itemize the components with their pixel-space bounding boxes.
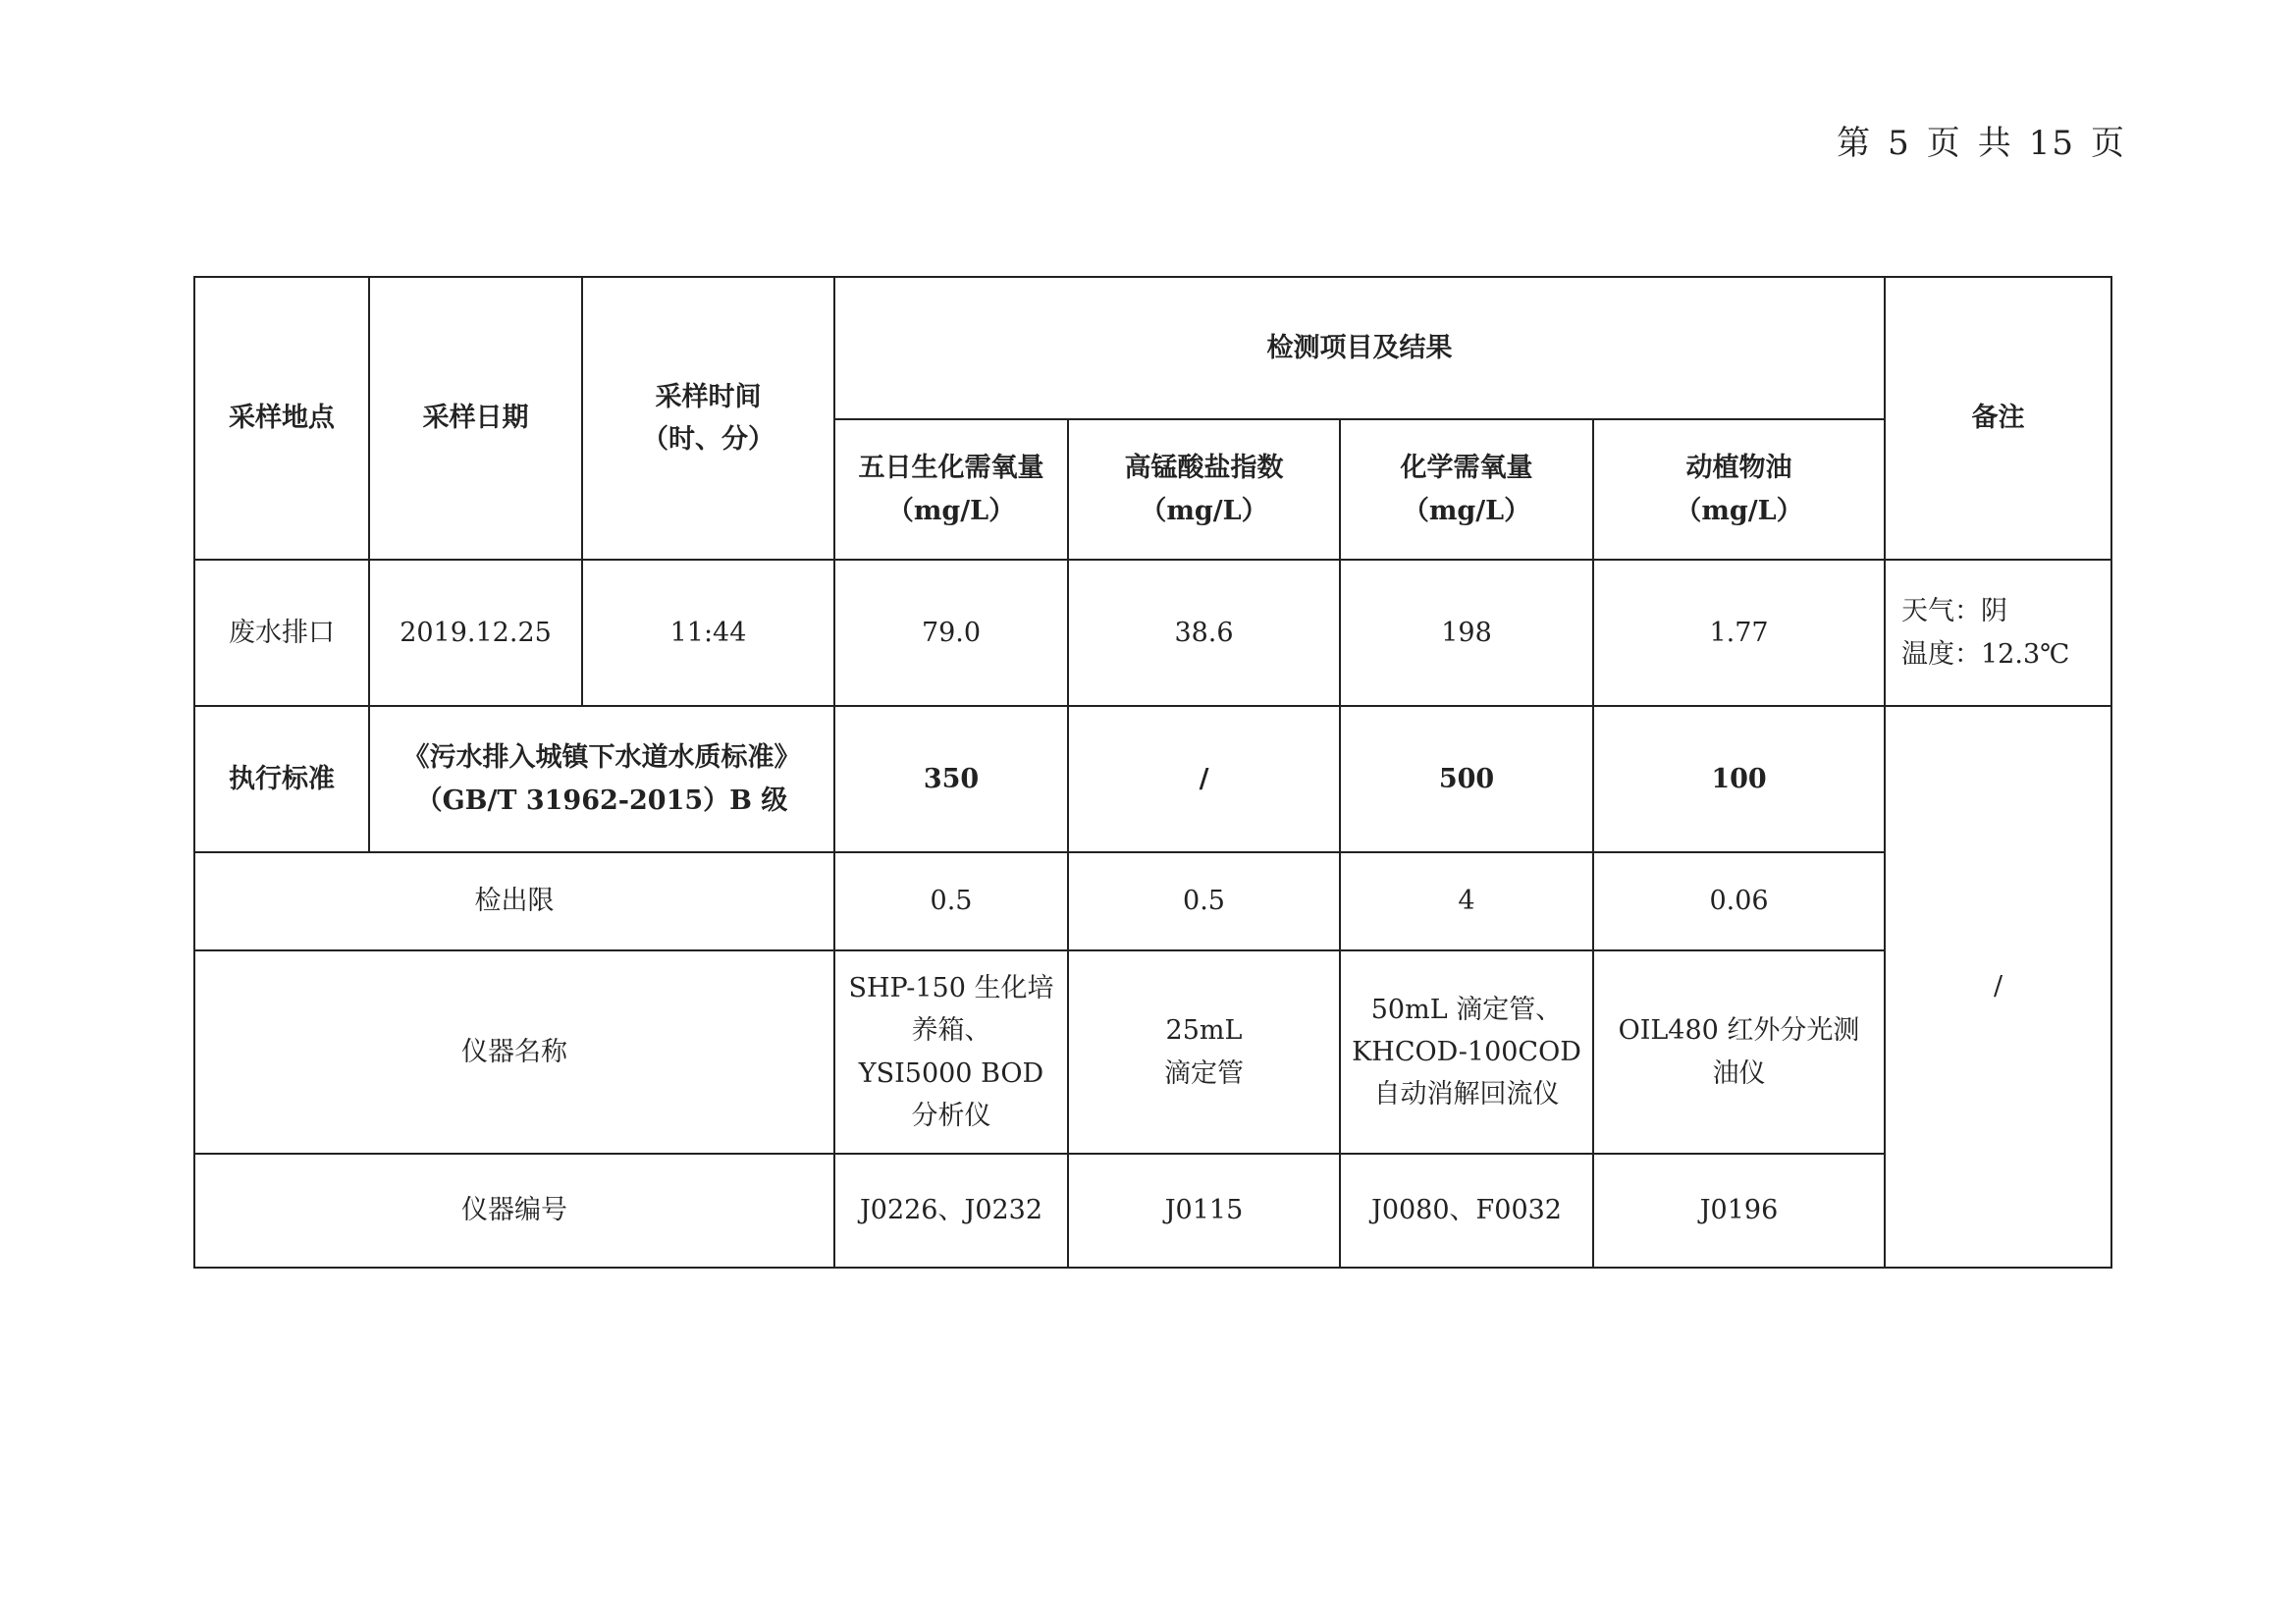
header-item-name: 高锰酸盐指数 xyxy=(1124,453,1284,484)
standard-value-oil: 100 xyxy=(1593,706,1885,852)
header-time-line2: （时、分） xyxy=(642,424,774,455)
header-item-cod xyxy=(1340,419,1593,560)
standard-name-line1: 《污水排入城镇下水道水质标准》 xyxy=(402,742,801,774)
page-number-prefix: 第 xyxy=(1837,124,1873,163)
header-item-bod5 xyxy=(834,419,1068,560)
instrument-name-line: 50mL 滴定管、 xyxy=(1370,994,1563,1025)
header-item-unit: （mg/L） xyxy=(1140,495,1268,526)
instrument-id-bod5: J0226、J0232 xyxy=(834,1154,1068,1268)
detection-limit-oil: 0.06 xyxy=(1593,852,1885,950)
instrument-name-line: 分析仪 xyxy=(911,1100,991,1131)
detection-limit-cod: 4 xyxy=(1340,852,1593,950)
header-site: 采样地点 xyxy=(194,277,369,560)
instrument-id-row xyxy=(194,1154,2111,1268)
instrument-id-oil: J0196 xyxy=(1593,1154,1885,1268)
detection-limit-bod5: 0.5 xyxy=(834,852,1068,950)
page-number-total-prefix: 共 xyxy=(1977,124,2013,163)
instrument-name-cod xyxy=(1340,950,1593,1154)
header-item-name: 化学需氧量 xyxy=(1400,453,1533,484)
weather-note: 天气：阴 xyxy=(1901,596,2007,627)
standard-value-bod5: 350 xyxy=(834,706,1068,852)
detection-limit-row xyxy=(194,852,2111,950)
instrument-name-oil xyxy=(1593,950,1885,1154)
page-number-suffix: 页 xyxy=(2091,124,2126,163)
standard-name-line2: （GB/T 31962-2015）B 级 xyxy=(415,785,788,816)
standard-label: 执行标准 xyxy=(194,706,369,852)
standard-row xyxy=(194,706,2111,852)
instrument-id-permanganate: J0115 xyxy=(1068,1154,1340,1268)
instrument-name-bod5 xyxy=(834,950,1068,1154)
instrument-name-line: YSI5000 BOD xyxy=(858,1057,1044,1089)
temperature-note: 温度：12.3℃ xyxy=(1901,638,2070,670)
header-item-name: 五日生化需氧量 xyxy=(858,453,1044,484)
header-item-unit: （mg/L） xyxy=(1402,495,1531,526)
standard-value-cod: 500 xyxy=(1340,706,1593,852)
standard-name xyxy=(369,706,834,852)
header-item-oil xyxy=(1593,419,1885,560)
page-number-total: 15 xyxy=(2028,124,2075,163)
monitoring-results-table xyxy=(193,276,2112,1269)
header-item-name: 动植物油 xyxy=(1685,453,1792,484)
page-number xyxy=(1829,116,2126,164)
instrument-name-line: 自动消解回流仪 xyxy=(1373,1079,1560,1110)
header-item-unit: （mg/L） xyxy=(1675,495,1803,526)
instrument-name-permanganate xyxy=(1068,950,1340,1154)
sample-value-bod5: 79.0 xyxy=(834,560,1068,706)
instrument-name-label: 仪器名称 xyxy=(194,950,834,1154)
header-remarks: 备注 xyxy=(1885,277,2111,560)
instrument-name-line: KHCOD-100COD xyxy=(1352,1036,1581,1067)
instrument-name-row xyxy=(194,950,2111,1154)
standard-value-permanganate: / xyxy=(1068,706,1340,852)
header-time-line1: 采样时间 xyxy=(655,381,762,412)
standard-remarks: / xyxy=(1885,706,2111,1268)
instrument-name-line: 25mL xyxy=(1165,1015,1243,1047)
header-time xyxy=(582,277,834,560)
header-item-permanganate xyxy=(1068,419,1340,560)
sample-row xyxy=(194,560,2111,706)
detection-limit-label: 检出限 xyxy=(194,852,834,950)
sample-time: 11:44 xyxy=(582,560,834,706)
header-date: 采样日期 xyxy=(369,277,582,560)
sample-date: 2019.12.25 xyxy=(369,560,582,706)
header-item-unit: （mg/L） xyxy=(886,495,1016,526)
instrument-id-label: 仪器编号 xyxy=(194,1154,834,1268)
instrument-id-cod: J0080、F0032 xyxy=(1340,1154,1593,1268)
instrument-name-line: OIL480 红外分光测 xyxy=(1618,1015,1860,1047)
sample-remarks xyxy=(1885,560,2111,706)
instrument-name-line: 养箱、 xyxy=(911,1015,991,1047)
sample-value-permanganate: 38.6 xyxy=(1068,560,1340,706)
detection-limit-permanganate: 0.5 xyxy=(1068,852,1340,950)
instrument-name-line: 油仪 xyxy=(1712,1057,1766,1089)
sample-value-cod: 198 xyxy=(1340,560,1593,706)
instrument-name-line: 滴定管 xyxy=(1164,1057,1244,1089)
page-number-middle: 页 xyxy=(1926,124,1962,163)
header-items-group: 检测项目及结果 xyxy=(834,277,1885,419)
sample-site: 废水排口 xyxy=(194,560,369,706)
sample-value-oil: 1.77 xyxy=(1593,560,1885,706)
instrument-name-line: SHP-150 生化培 xyxy=(848,973,1054,1004)
page-number-current: 5 xyxy=(1888,124,1911,163)
